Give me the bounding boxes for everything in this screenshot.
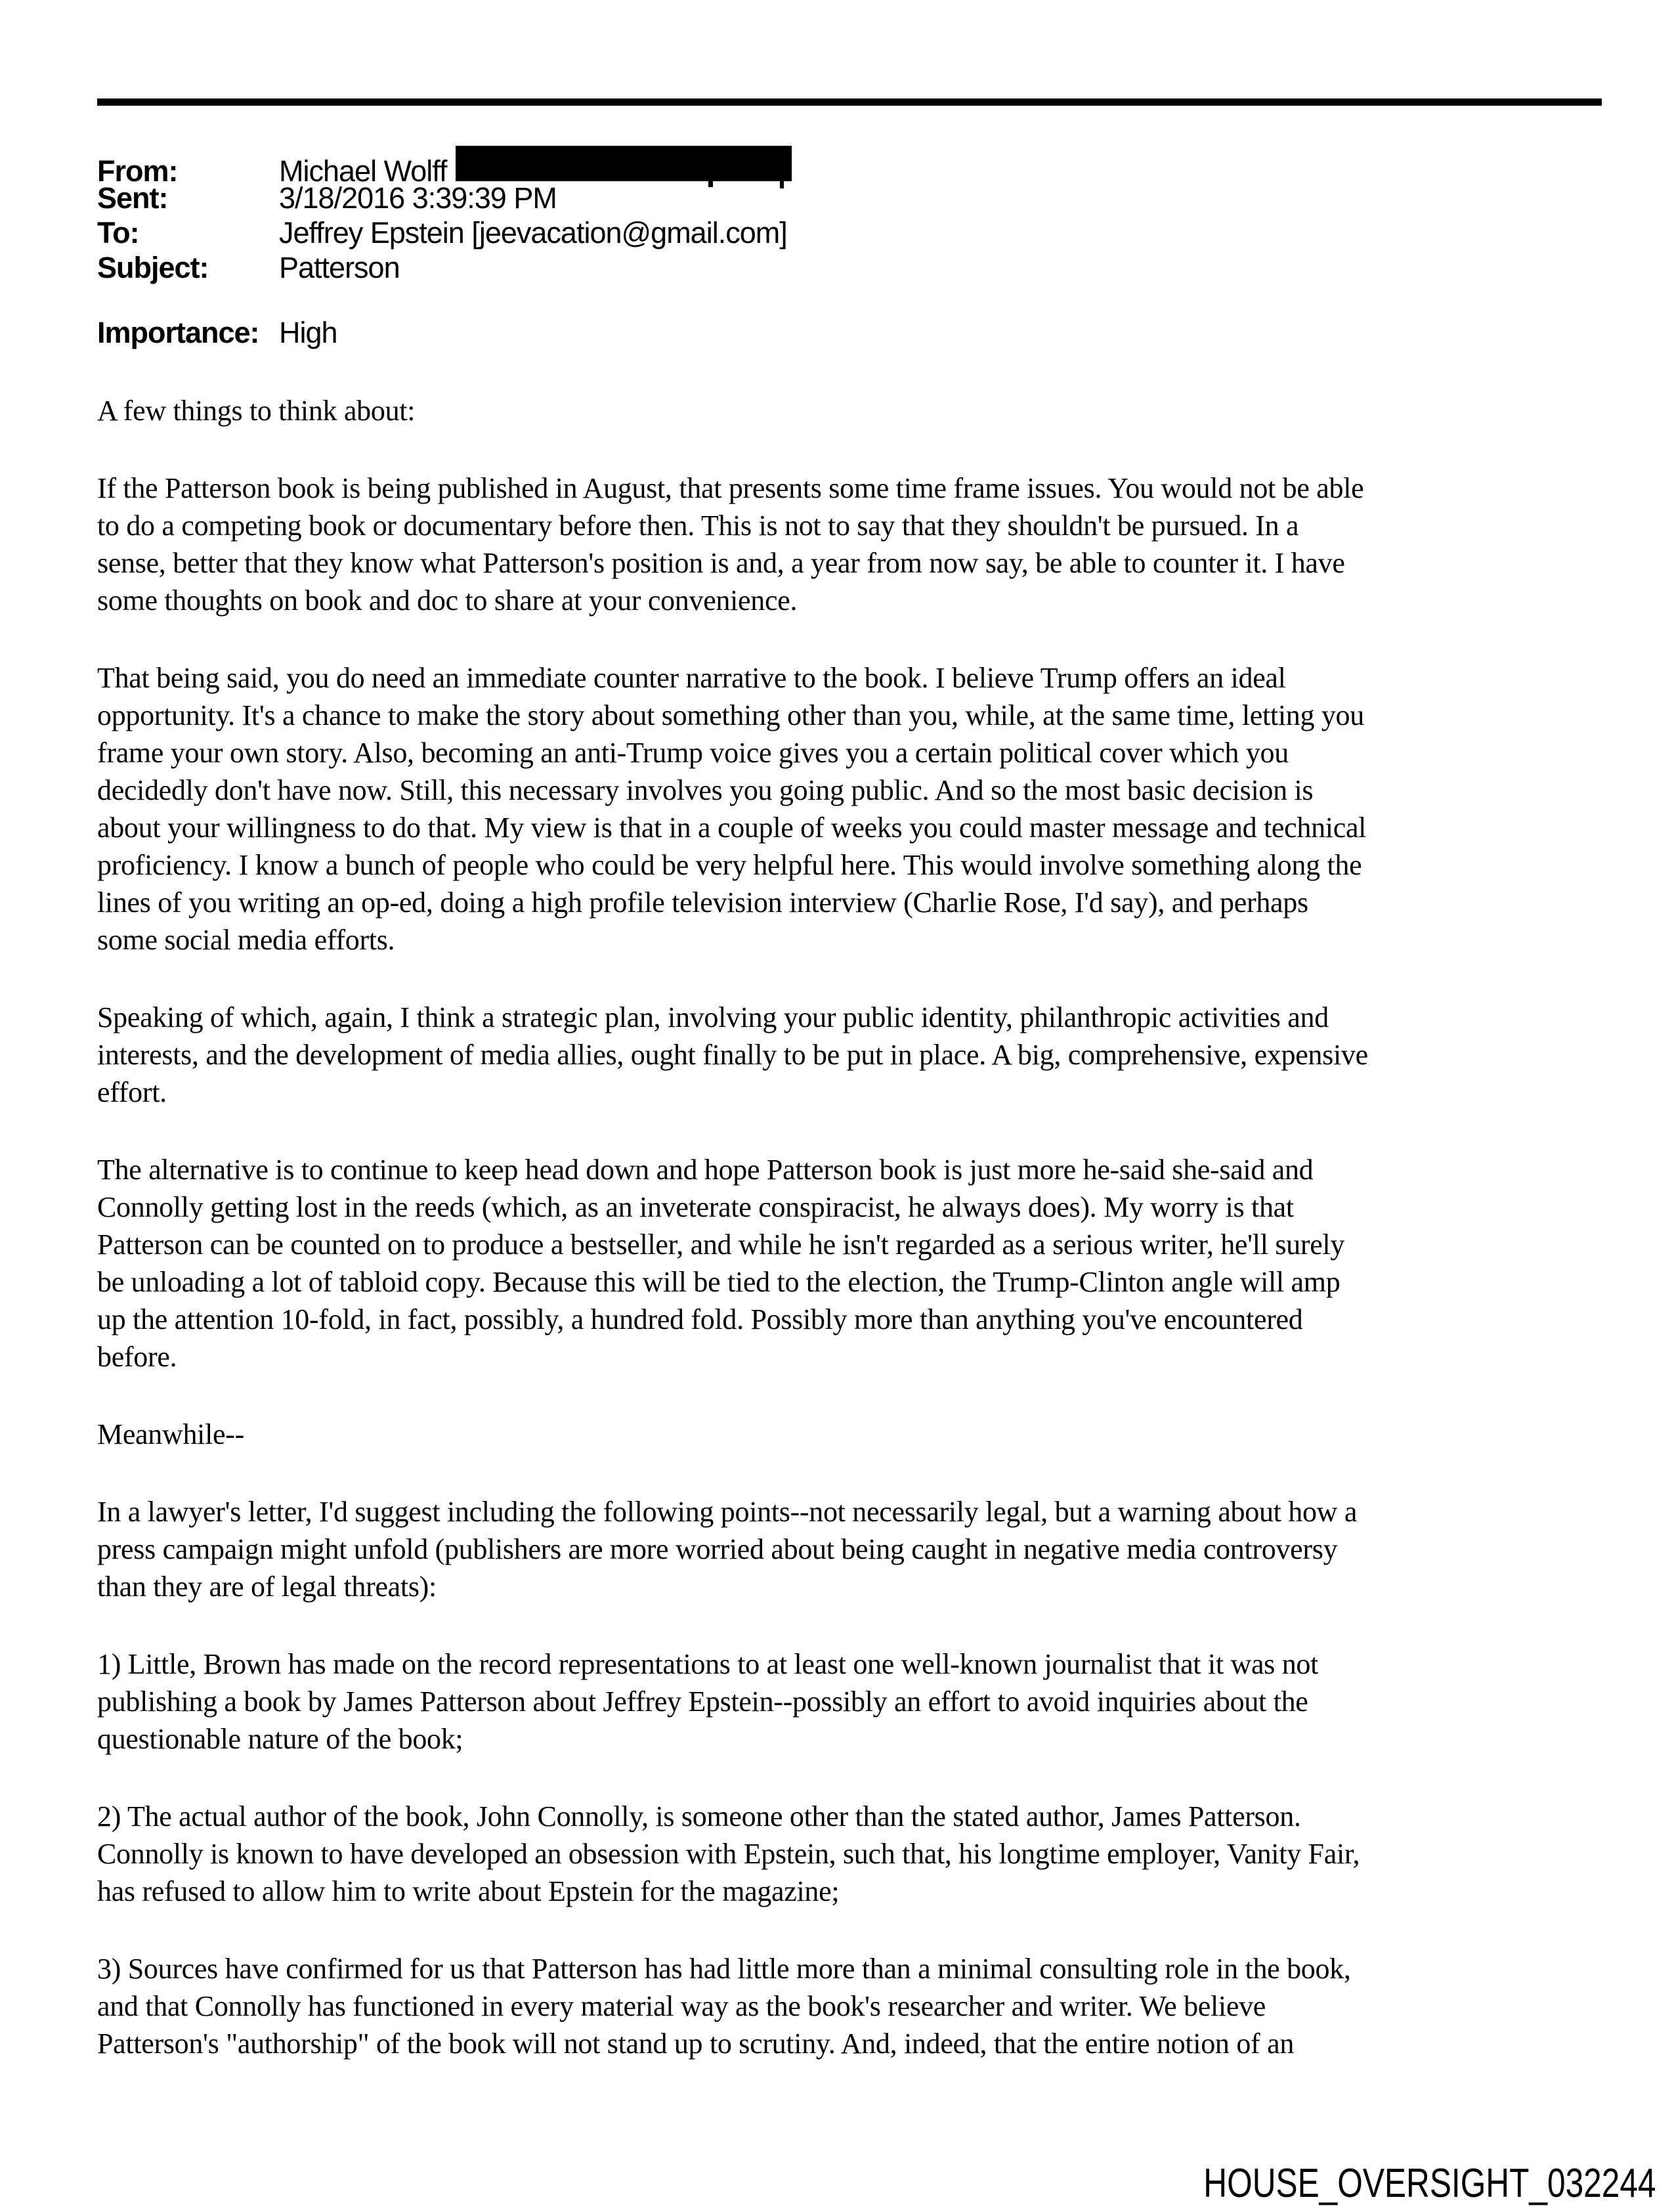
text-line: than they are of legal threats): [97, 1571, 437, 1603]
header-row-to [97, 215, 1602, 250]
text-line: A few things to think about: [97, 395, 416, 427]
text-line: decidedly don't have now. Still, this necessary involves you going public. And so the most basic decision is [97, 774, 1314, 806]
text-line: has refused to allow him to write about Epstein for the magazine; [97, 1875, 840, 1907]
text-line: about your willingness to do that. My view is that in a couple of weeks you could master message and technical [97, 812, 1367, 844]
header-row-from [97, 146, 1602, 188]
text-line: some social media efforts. [97, 924, 395, 956]
top-divider-rule [97, 98, 1602, 106]
subject-label: Subject: [97, 251, 209, 284]
text-line: If the Patterson book is being published in August, that presents some time frame issues. You would not be able [97, 472, 1364, 504]
text-line: lines of you writing an op-ed, doing a high profile television interview (Charlie Rose, I'd say), and perhaps [97, 886, 1308, 919]
text-line: before. [97, 1341, 177, 1373]
paragraph [97, 392, 1633, 429]
importance-label: Importance: [97, 316, 259, 349]
paragraph [97, 1645, 1633, 1758]
text-line: In a lawyer's letter, I'd suggest including the following points--not necessarily legal, but a warning about how a [97, 1496, 1358, 1528]
text-line: Meanwhile-- [97, 1418, 244, 1450]
header-row-subject [97, 250, 1602, 285]
from-value: Michael Wolff [279, 154, 447, 188]
paragraph [97, 659, 1633, 959]
text-line: The alternative is to continue to keep head down and hope Patterson book is just more he-said she-said and [97, 1154, 1314, 1186]
text-line: some thoughts on book and doc to share at your convenience. [97, 584, 798, 617]
email-body [97, 392, 1633, 2062]
text-line: Patterson can be counted on to produce a bestseller, and while he isn't regarded as a serious writer, he'll surely [97, 1228, 1345, 1261]
paragraph [97, 1798, 1633, 1910]
text-line: frame your own story. Also, becoming an anti-Trump voice gives you a certain political cover which you [97, 737, 1289, 769]
text-line: and that Connolly has functioned in every material way as the book's researcher and writer. We believe [97, 1990, 1266, 2022]
text-line: be unloading a lot of tabloid copy. Because this will be tied to the election, the Trump-Clinton angle will amp [97, 1266, 1341, 1298]
text-line: Patterson's "authorship" of the book will not stand up to scrutiny. And, indeed, that the entire notion of an [97, 2028, 1295, 2060]
paragraph [97, 469, 1633, 619]
text-line: to do a competing book or documentary before then. This is not to say that they shouldn't be pursued. In a [97, 510, 1299, 542]
text-line: 3) Sources have confirmed for us that Patterson has had little more than a minimal consulting role in the book, [97, 1953, 1351, 1985]
text-line: proficiency. I know a bunch of people who could be very helpful here. This would involve something along the [97, 849, 1362, 881]
importance-value: High [279, 316, 337, 349]
subject-value: Patterson [279, 251, 400, 284]
paragraph [97, 1950, 1633, 2062]
paragraph [97, 1493, 1633, 1605]
from-label: From: [97, 154, 178, 188]
text-line: effort. [97, 1076, 167, 1108]
text-line: 2) The actual author of the book, John Connolly, is someone other than the stated author, James Patterson. [97, 1800, 1301, 1832]
text-line: opportunity. It's a chance to make the story about something other than you, while, at the same time, letting you [97, 699, 1364, 731]
text-line: That being said, you do need an immediate counter narrative to the book. I believe Trump offers an ideal [97, 662, 1286, 694]
paragraph [97, 999, 1633, 1111]
sent-value: 3/18/2016 3:39:39 PM [279, 181, 557, 215]
text-line: questionable nature of the book; [97, 1723, 463, 1755]
to-label: To: [97, 216, 139, 249]
email-header [97, 146, 1602, 350]
text-line: interests, and the development of media allies, ought finally to be put in place. A big, comprehensive, expensive [97, 1039, 1368, 1071]
text-line: publishing a book by James Patterson about Jeffrey Epstein--possibly an effort to avoid inquiries about the [97, 1685, 1308, 1718]
sent-label: Sent: [97, 181, 168, 215]
text-line: 1) Little, Brown has made on the record representations to at least one well-known journalist that it was not [97, 1648, 1319, 1680]
redaction-box [456, 146, 792, 181]
bates-number: HOUSE_OVERSIGHT_032244 [1203, 2161, 1656, 2206]
text-line: Speaking of which, again, I think a strategic plan, involving your public identity, philanthropic activities and [97, 1001, 1329, 1033]
text-line: press campaign might unfold (publishers are more worried about being caught in negative media controversy [97, 1533, 1338, 1565]
text-line: sense, better that they know what Patterson's position is and, a year from now say, be able to counter it. I have [97, 547, 1345, 579]
header-row-sent [97, 181, 1602, 215]
text-line: Connolly getting lost in the reeds (which, as an inveterate conspiracist, he always does). My worry is that [97, 1191, 1294, 1223]
header-row-importance [97, 315, 1602, 350]
paragraph [97, 1416, 1633, 1453]
text-line: up the attention 10-fold, in fact, possibly, a hundred fold. Possibly more than anything you've encountered [97, 1303, 1303, 1335]
text-line: Connolly is known to have developed an obsession with Epstein, such that, his longtime employer, Vanity Fair, [97, 1838, 1360, 1870]
paragraph [97, 1151, 1633, 1376]
to-value: Jeffrey Epstein [jeevacation@gmail.com] [279, 216, 787, 249]
